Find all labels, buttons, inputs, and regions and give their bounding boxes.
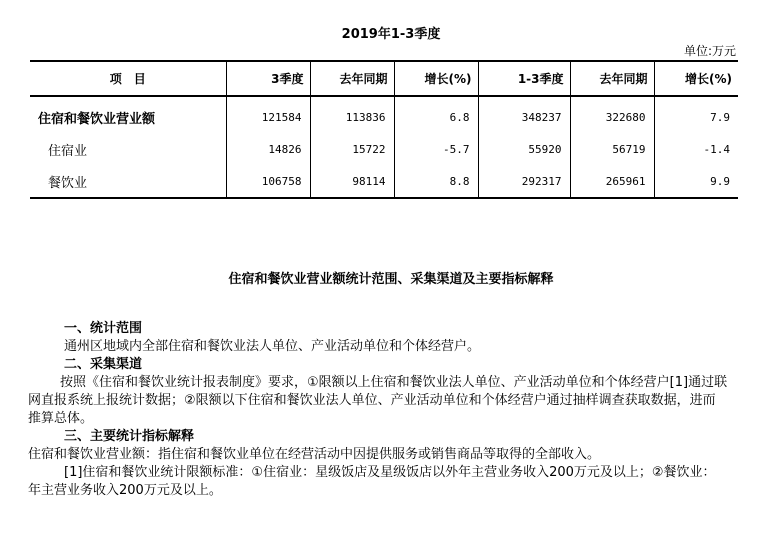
heading-scope: 一、统计范围 xyxy=(64,321,143,336)
table-row xyxy=(30,165,738,198)
cell: -5.7 xyxy=(394,133,478,165)
paragraph-scope: 通州区地域内全部住宿和餐饮业法人单位、产业活动单位和个体经营户。 xyxy=(64,339,481,354)
cell: 348237 xyxy=(478,96,570,133)
notes-section xyxy=(28,320,728,500)
row-label: 住宿和餐饮业营业额 xyxy=(38,111,156,127)
cell: 9.9 xyxy=(654,165,738,198)
stats-table xyxy=(30,60,738,199)
cell: 6.8 xyxy=(394,96,478,133)
cell: 121584 xyxy=(226,96,310,133)
cell: 322680 xyxy=(570,96,654,133)
heading-channel: 二、采集渠道 xyxy=(64,357,143,372)
cell: 55920 xyxy=(478,133,570,165)
cell: 7.9 xyxy=(654,96,738,133)
cell: 292317 xyxy=(478,165,570,198)
cell: 8.8 xyxy=(394,165,478,198)
cell: -1.4 xyxy=(654,133,738,165)
header-q3-last-year: 去年同期 xyxy=(310,61,394,96)
header-q3-growth: 增长(%) xyxy=(394,61,478,96)
report-title: 2019年1-3季度 xyxy=(341,27,441,42)
paragraph-definition: 住宿和餐饮业营业额：指住宿和餐饮业单位在经营活动中因提供服务或销售商品等取得的全部收入。 xyxy=(28,447,601,462)
cell: 265961 xyxy=(570,165,654,198)
cell: 106758 xyxy=(226,165,310,198)
table-row xyxy=(30,96,738,133)
cell: 14826 xyxy=(226,133,310,165)
cell: 98114 xyxy=(310,165,394,198)
paragraph-footnote: [1]住宿和餐饮业统计限额标准：①住宿业：星级饭店及星级饭店以外年主营业务收入200万元及以上；②餐饮业：年主营业务收入200万元及以上。 xyxy=(28,465,716,498)
row-label: 住宿业 xyxy=(48,143,88,159)
table-row xyxy=(30,133,738,165)
header-q1-3-growth: 增长(%) xyxy=(654,61,738,96)
row-label: 餐饮业 xyxy=(30,165,226,198)
table-header-row xyxy=(30,61,738,96)
unit-label: 单位:万元 xyxy=(683,44,736,58)
header-item: 项 目 xyxy=(30,61,226,96)
heading-indicators: 三、主要统计指标解释 xyxy=(64,429,195,444)
cell: 56719 xyxy=(570,133,654,165)
section-title: 住宿和餐饮业营业额统计范围、采集渠道及主要指标解释 xyxy=(228,272,554,287)
header-q3: 3季度 xyxy=(226,61,310,96)
paragraph-channel: 按照《住宿和餐饮业统计报表制度》要求，①限额以上住宿和餐饮业法人单位、产业活动单位和个体经营户[1]通过联网直报系统上报统计数据；②限额以下住宿和餐饮业法人单位、产业活动单位和个体经营户通过抽样调查获取数据，进而推算总体。 xyxy=(28,375,728,426)
header-q1-3-last-year: 去年同期 xyxy=(570,61,654,96)
header-q1-3: 1-3季度 xyxy=(478,61,570,96)
cell: 15722 xyxy=(310,133,394,165)
cell: 113836 xyxy=(310,96,394,133)
